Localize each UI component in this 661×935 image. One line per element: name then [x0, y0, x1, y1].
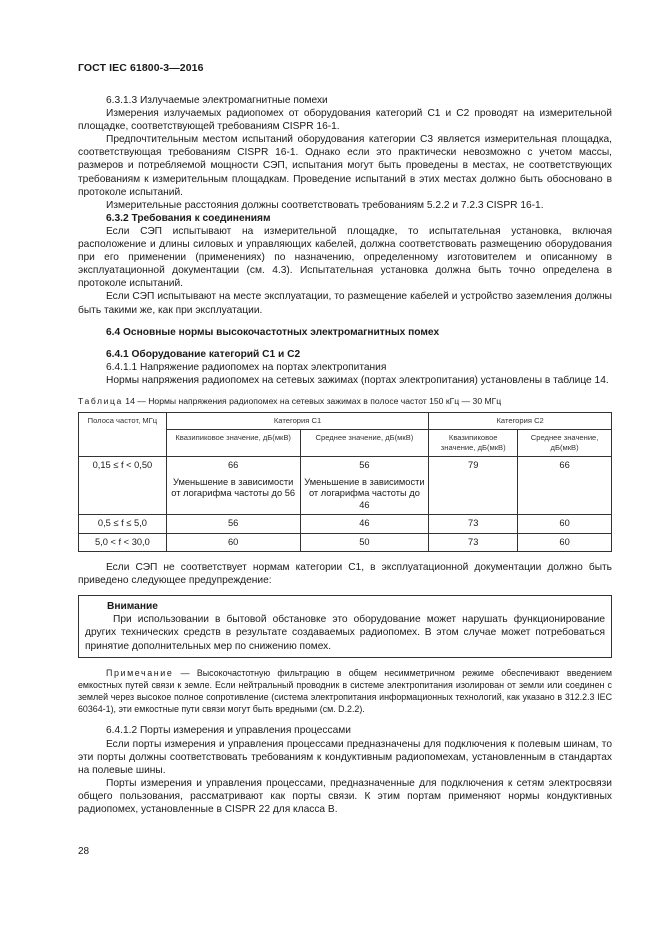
paragraph: Если СЭП не соответствует нормам категории С1, в эксплуатационной документации должно быть приведено следующее предупреждение: [78, 562, 612, 587]
paragraph: Если СЭП испытывают на измерительной площадке, то испытательная установка, включая расположение и длины силовых и управляющих кабелей, должна соответствовать размещению оборудования при его применении (применениях) по назначению, определенному изготовителем и описанному в эксплуатационной документации (см. 4.3). Испытательная установка должна быть точно определена в протоколе испытаний. [78, 225, 612, 290]
col-header-c1-quasi-peak: Квазипиковое значение, дБ(мкВ) [166, 430, 300, 457]
band-cell: 5,0 < f < 30,0 [79, 533, 167, 552]
c2-qp-cell: 73 [429, 533, 518, 552]
paragraph: Предпочтительным местом испытаний оборудования категории С3 является измерительная площадка, соответствующая требованиям CISPR 16-1. Однако если это практически невозможно с учетом массы, размеров и потребляемой мощности СЭП, испытания могут быть проведены в местах, не соответствующих требованиям к измерительным площадкам. Проведение испытаний в этих местах должно быть обосновано в протоколе испытаний. [78, 134, 612, 198]
c2-qp-cell: 73 [429, 515, 518, 534]
c1-qp-cell: 60 [166, 533, 300, 552]
c1-qp-cell: 56 [166, 515, 300, 534]
section-6-4-1-title: 6.4.1 Оборудование категорий С1 и С2 [106, 348, 301, 360]
page-number: 28 [78, 846, 90, 857]
c2-qp-cell: 79 [429, 457, 518, 515]
section-6-4-1-1-title: 6.4.1.1 Напряжение радиопомех на портах электропитания [106, 361, 387, 373]
c1-avg-cell: 50 [300, 533, 429, 552]
c2-avg-cell: 60 [518, 515, 612, 534]
band-cell: 0,5 ≤ f ≤ 5,0 [79, 515, 167, 534]
note [78, 667, 612, 716]
section-6-3-1-3-title: 6.3.1.3 Излучаемые электромагнитные помехи [106, 95, 328, 106]
paragraph: Если порты измерения и управления процессами предназначены для подключения к полевым шинам, то эти порты должны соответствовать требованиям к кондуктивным радиопомехам, установленным в стандартах на полевые шины. [78, 738, 612, 776]
c1-avg-note: Уменьшение в зависимости от логарифма частоты до 46 [304, 476, 425, 510]
c1-qp-note: Уменьшение в зависимости от логарифма частоты до 56 [171, 476, 296, 499]
document-header: ГОСТ IEC 61800-3—2016 [78, 62, 204, 74]
table-row [79, 515, 612, 534]
table-caption [78, 395, 612, 408]
warning-text: При использовании в бытовой обстановке это оборудование может нарушать функционирование других технических средств в результате создаваемых радиопомех. В этом случае может потребоваться принятие дополнительных мер по снижению помех. [85, 614, 605, 652]
c2-avg-cell: 60 [518, 533, 612, 552]
table-row [79, 533, 612, 552]
c2-avg-cell: 66 [518, 457, 612, 515]
c1-qp-value: 66 [227, 460, 239, 471]
band-cell: 0,15 ≤ f < 0,50 [79, 457, 167, 515]
paragraph: Измерительные расстояния должны соответствовать требованиям 5.2.2 и 7.2.3 CISPR 16-1. [106, 199, 544, 211]
table-row [79, 457, 612, 515]
warning-box [78, 595, 612, 657]
table-caption-text: 14 — Нормы напряжения радиопомех на сетевых зажимах в полосе частот 150 кГц — 30 МГц [122, 395, 502, 406]
c1-avg-value: 56 [359, 460, 370, 471]
page-content [78, 94, 612, 816]
col-header-c2-average: Среднее значение, дБ(мкВ) [518, 430, 612, 457]
col-header-category-c1: Категория С1 [166, 413, 428, 430]
section-6-4-1-2-title: 6.4.1.2 Порты измерения и управления процессами [106, 725, 351, 737]
paragraph: Если СЭП испытывают на месте эксплуатации, то размещение кабелей и устройство заземления должны быть такими же, как при эксплуатации. [78, 291, 612, 316]
note-text: — Высокочастотную фильтрацию в общем несимметричном режиме обеспечивают введением емкостных путей связи к земле. Если нейтральный проводник в системе электропитания изолирован от земли или соединен с землей через высокое полное сопротивление (система электропитания информационных технологий, как указано в 312.2.3 IEC 60364-1), эти емкостные пути связи могут быть вредными (см. D.2.2). [78, 667, 612, 715]
c1-qp-cell [166, 457, 300, 515]
paragraph: Измерения излучаемых радиопомех от оборудования категорий С1 и С2 проводят на измерительной площадке, соответствующей требованиям CISPR 16-1. [78, 108, 612, 133]
section-6-3-2-title: 6.3.2 Требования к соединениям [106, 212, 271, 224]
paragraph: Нормы напряжения радиопомех на сетевых зажимах (портах электропитания) установлены в таблице 14. [106, 374, 609, 386]
col-header-category-c2: Категория С2 [429, 413, 612, 430]
col-header-c1-average: Среднее значение, дБ(мкВ) [300, 430, 429, 457]
table-caption-word: Таблица [78, 395, 123, 406]
col-header-c2-quasi-peak: Квазипиковое значение, дБ(мкВ) [429, 430, 518, 457]
c1-avg-cell [300, 457, 429, 515]
warning-title: Внимание [107, 601, 158, 613]
paragraph: Порты измерения и управления процессами, предназначенные для подключения к сетям электросвязи общего пользования, рассматривают как порты связи. К этим портам применяют нормы кондуктивных радиопомех, установленные в CISPR 22 для класса В. [78, 777, 612, 815]
c1-avg-cell: 46 [300, 515, 429, 534]
limits-table [78, 412, 612, 552]
note-label: Примечание [106, 667, 174, 678]
col-header-band: Полоса частот, МГц [79, 413, 167, 457]
section-6-4-title: 6.4 Основные нормы высокочастотных электромагнитных помех [106, 326, 440, 338]
